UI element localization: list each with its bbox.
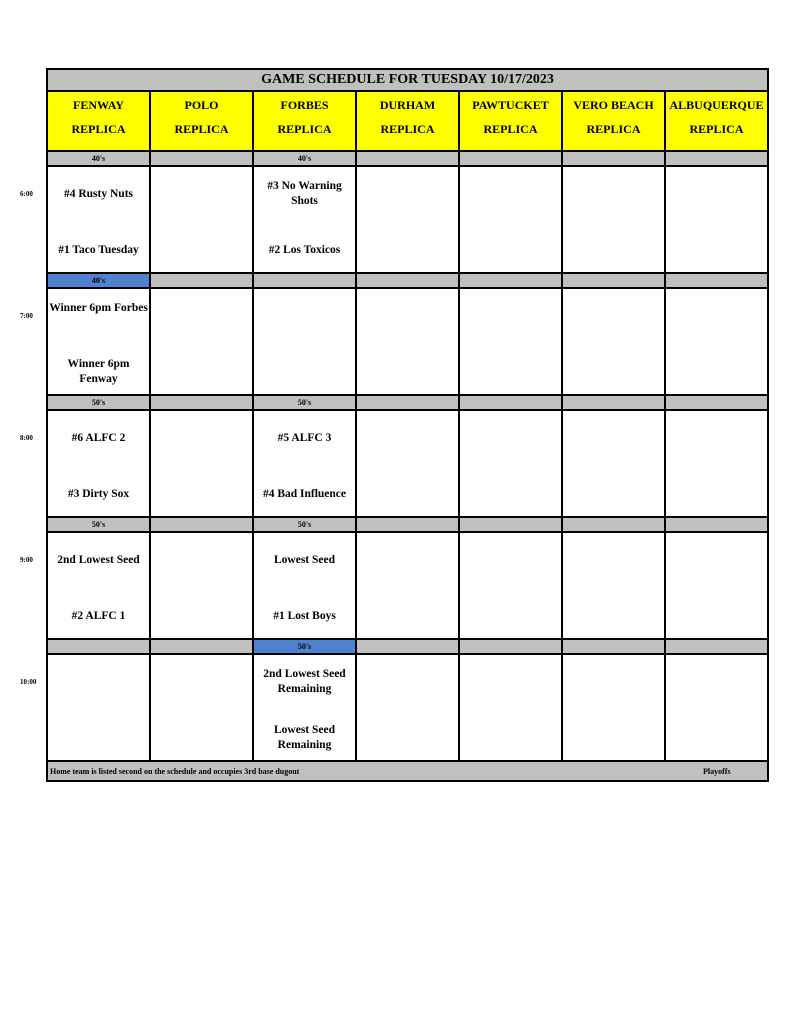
age-group-cell: [150, 395, 253, 410]
game-cell: [356, 410, 459, 517]
time-slot-row: [47, 410, 768, 517]
age-group-cell: [253, 273, 356, 288]
age-group-cell: [459, 639, 562, 654]
home-team: #2 ALFC 1: [71, 610, 126, 622]
time-slot-row: [47, 166, 768, 273]
title-row: [47, 69, 768, 91]
age-group-cell: [665, 395, 768, 410]
game-cell: [665, 410, 768, 517]
age-group-cell: [356, 517, 459, 532]
game-cell: [150, 654, 253, 761]
age-group-cell: [150, 517, 253, 532]
home-team: #1 Lost Boys: [273, 610, 336, 622]
game-cell: [253, 166, 356, 273]
field-name: FORBES: [280, 98, 329, 112]
away-team: Lowest Seed: [273, 554, 335, 566]
home-team: #1 Taco Tuesday: [58, 244, 139, 256]
field-header: [150, 91, 253, 151]
field-name: POLO: [184, 98, 219, 112]
age-group-cell: [459, 273, 562, 288]
game-cell: [356, 654, 459, 761]
age-group-cell: [665, 273, 768, 288]
game-cell: [150, 166, 253, 273]
away-team: #3 No Warning Shots: [267, 180, 342, 207]
game-cell: [562, 166, 665, 273]
field-subtitle: REPLICA: [586, 122, 641, 136]
field-subtitle: REPLICA: [689, 122, 744, 136]
game-cell: [459, 166, 562, 273]
field-subtitle: REPLICA: [380, 122, 435, 136]
age-group-cell: 50's: [47, 517, 150, 532]
time-label: 6:00: [20, 190, 33, 198]
age-group-cell: [356, 151, 459, 166]
age-group-row: [47, 273, 768, 288]
time-slot-row: [47, 532, 768, 639]
age-group-cell: [356, 639, 459, 654]
field-name: PAWTUCKET: [472, 98, 549, 112]
time-slot-row: [47, 288, 768, 395]
time-label: 10:00: [20, 678, 37, 686]
field-header: [459, 91, 562, 151]
game-cell: [562, 288, 665, 395]
playoffs-label: Playoffs: [703, 767, 731, 776]
home-team: Lowest Seed Remaining: [273, 724, 335, 751]
game-cell: [459, 532, 562, 639]
age-group-cell: [150, 273, 253, 288]
footer-cell: [47, 761, 768, 781]
game-cell: [356, 288, 459, 395]
age-group-cell: [562, 151, 665, 166]
field-header: [562, 91, 665, 151]
age-group-row: [47, 151, 768, 166]
age-group-cell: 50's: [253, 517, 356, 532]
age-group-cell: [356, 395, 459, 410]
field-name: DURHAM: [379, 98, 436, 112]
time-label: 9:00: [20, 556, 33, 564]
age-group-row: [47, 517, 768, 532]
field-subtitle: REPLICA: [277, 122, 332, 136]
away-team: 2nd Lowest Seed: [57, 554, 140, 566]
game-cell: [356, 532, 459, 639]
away-team: 2nd Lowest Seed Remaining: [263, 668, 346, 695]
time-slot-row: [47, 654, 768, 761]
age-group-row: [47, 639, 768, 654]
time-label: 7:00: [20, 312, 33, 320]
game-cell: [356, 166, 459, 273]
game-cell: [47, 166, 150, 273]
away-team: #6 ALFC 2: [71, 432, 126, 444]
game-cell: [665, 288, 768, 395]
game-cell: [665, 166, 768, 273]
age-group-cell: 40's: [47, 273, 150, 288]
age-group-cell: [562, 395, 665, 410]
away-team: #5 ALFC 3: [277, 432, 332, 444]
game-cell: [665, 654, 768, 761]
game-cell: [562, 654, 665, 761]
game-cell: [665, 532, 768, 639]
schedule-table: [46, 68, 769, 782]
game-cell: [459, 288, 562, 395]
schedule-title: GAME SCHEDULE FOR TUESDAY 10/17/2023: [47, 69, 768, 91]
age-group-cell: [47, 639, 150, 654]
field-header: [47, 91, 150, 151]
age-group-cell: 40's: [253, 151, 356, 166]
field-header: [665, 91, 768, 151]
game-cell: [47, 410, 150, 517]
game-cell: [253, 654, 356, 761]
age-group-cell: [562, 639, 665, 654]
age-group-cell: [665, 151, 768, 166]
age-group-cell: [665, 639, 768, 654]
age-group-cell: [459, 517, 562, 532]
game-cell: [47, 288, 150, 395]
field-header-row: [47, 91, 768, 151]
age-group-cell: [150, 151, 253, 166]
game-cell: [47, 654, 150, 761]
age-group-cell: [562, 273, 665, 288]
game-cell: [459, 410, 562, 517]
age-group-cell: [150, 639, 253, 654]
game-cell: [47, 532, 150, 639]
footer-row: [47, 761, 768, 781]
home-team-note: Home team is listed second on the schedule and occupies 3rd base dugout: [50, 767, 300, 776]
game-cell: [150, 532, 253, 639]
game-cell: [253, 410, 356, 517]
age-group-row: [47, 395, 768, 410]
field-subtitle: REPLICA: [174, 122, 229, 136]
time-label: 8:00: [20, 434, 33, 442]
age-group-cell: 50's: [47, 395, 150, 410]
age-group-cell: 50's: [253, 395, 356, 410]
game-cell: [150, 288, 253, 395]
age-group-cell: 50's: [253, 639, 356, 654]
game-cell: [150, 410, 253, 517]
game-cell: [253, 532, 356, 639]
field-header: [356, 91, 459, 151]
age-group-cell: 40's: [47, 151, 150, 166]
field-header: [253, 91, 356, 151]
away-team: Winner 6pm Forbes: [49, 302, 148, 314]
home-team: #4 Bad Influence: [262, 488, 347, 500]
field-name: FENWAY: [73, 98, 124, 112]
home-team: #3 Dirty Sox: [67, 488, 130, 500]
game-cell: [253, 288, 356, 395]
away-team: #4 Rusty Nuts: [63, 188, 133, 200]
home-team: #2 Los Toxicos: [268, 244, 341, 256]
field-subtitle: REPLICA: [71, 122, 126, 136]
field-name: VERO BEACH: [573, 98, 654, 112]
age-group-cell: [562, 517, 665, 532]
game-cell: [459, 654, 562, 761]
home-team: Winner 6pm Fenway: [67, 358, 130, 385]
age-group-cell: [459, 395, 562, 410]
age-group-cell: [459, 151, 562, 166]
field-subtitle: REPLICA: [483, 122, 538, 136]
age-group-cell: [665, 517, 768, 532]
game-cell: [562, 410, 665, 517]
field-name: ALBUQUERQUE: [669, 98, 764, 112]
age-group-cell: [356, 273, 459, 288]
game-cell: [562, 532, 665, 639]
